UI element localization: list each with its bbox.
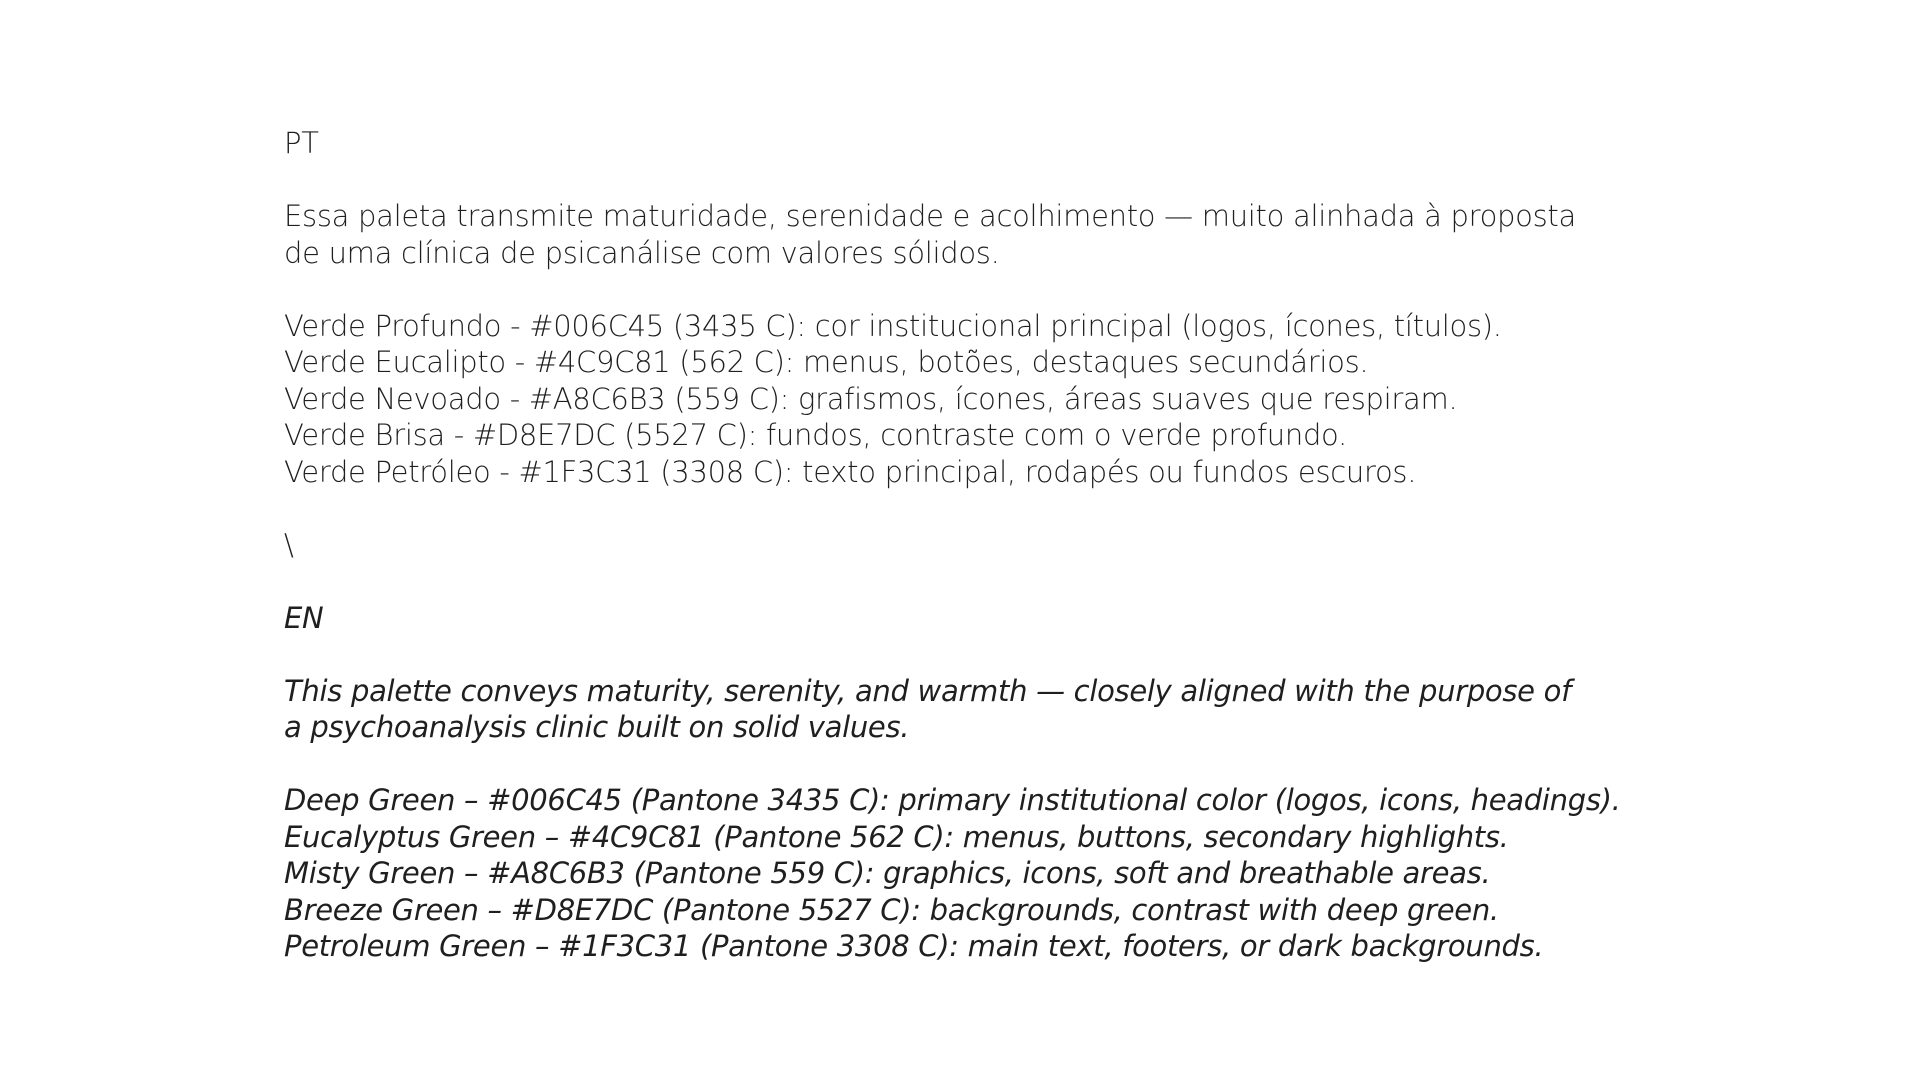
portuguese-section xyxy=(284,125,1684,490)
en-intro-line-1: This palette conveys maturity, serenity, and warmth — closely aligned with the purpose of xyxy=(284,673,1571,708)
en-color-misty-green: Misty Green – #A8C6B3 (Pantone 559 C): graphics, icons, soft and breathable areas. xyxy=(284,856,1491,890)
en-intro-line-2: a psychoanalysis clinic built on solid values. xyxy=(284,710,910,744)
pt-color-misty-green: Verde Nevoado - #A8C6B3 (559 C): grafismos, ícones, áreas suaves que respiram. xyxy=(284,381,1458,416)
en-color-eucalyptus-green: Eucalyptus Green – #4C9C81 (Pantone 562 C): menus, buttons, secondary highlights. xyxy=(284,819,1509,854)
en-color-breeze-green: Breeze Green – #D8E7DC (Pantone 5527 C): backgrounds, contrast with deep green. xyxy=(284,892,1499,927)
palette-description xyxy=(284,125,1684,965)
pt-color-breeze-green: Verde Brisa - #D8E7DC (5527 C): fundos, contraste com o verde profundo. xyxy=(284,418,1347,452)
pt-intro-line-1: Essa paleta transmite maturidade, serenidade e acolhimento — muito alinhada à proposta xyxy=(284,199,1576,233)
pt-heading: PT xyxy=(284,126,319,160)
english-section xyxy=(284,600,1684,965)
en-heading: EN xyxy=(284,600,324,635)
section-separator: \ xyxy=(284,527,294,562)
pt-color-deep-green: Verde Profundo - #006C45 (3435 C): cor institucional principal (logos, ícones, títulos). xyxy=(284,308,1502,343)
pt-color-petroleum-green: Verde Petróleo - #1F3C31 (3308 C): texto principal, rodapés ou fundos escuros. xyxy=(284,454,1417,489)
pt-intro-line-2: de uma clínica de psicanálise com valores sólidos. xyxy=(284,235,1000,270)
en-color-petroleum-green: Petroleum Green – #1F3C31 (Pantone 3308 C): main text, footers, or dark backgrounds. xyxy=(284,929,1544,963)
pt-color-eucalyptus-green: Verde Eucalipto - #4C9C81 (562 C): menus, botões, destaques secundários. xyxy=(284,345,1369,379)
en-color-deep-green: Deep Green – #006C45 (Pantone 3435 C): primary institutional color (logos, icons, headings). xyxy=(284,783,1621,817)
